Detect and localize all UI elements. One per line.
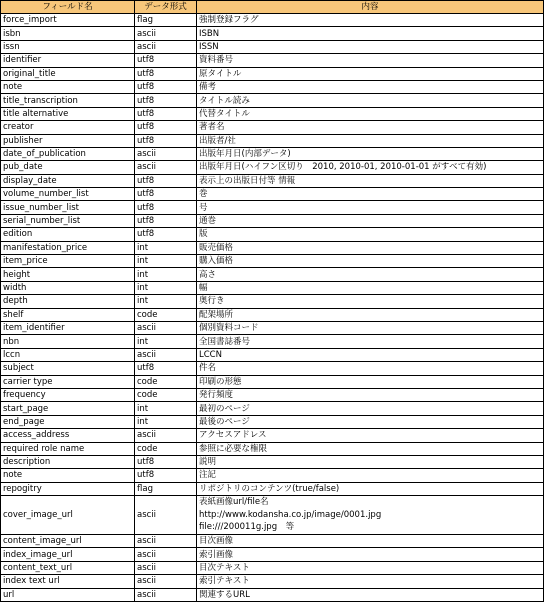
- field-name-cell: item_identifier: [1, 321, 135, 334]
- content-cell: 発行頻度: [197, 388, 544, 401]
- data-type-cell: utf8: [135, 469, 197, 482]
- header-row: [1, 1, 544, 14]
- table-row: [1, 147, 544, 160]
- field-name-cell: content_image_url: [1, 535, 135, 548]
- table-row: [1, 482, 544, 495]
- field-name-cell: title alternative: [1, 107, 135, 120]
- content-cell: 注記: [197, 469, 544, 482]
- table-row: [1, 40, 544, 53]
- content-cell: 個別資料コード: [197, 321, 544, 334]
- table-row: [1, 561, 544, 574]
- field-name-cell: original_title: [1, 67, 135, 80]
- table-row: [1, 442, 544, 455]
- content-cell: 強制登録フラグ: [197, 14, 544, 27]
- data-type-cell: int: [135, 295, 197, 308]
- content-line: 表紙画像url/file名: [199, 497, 269, 508]
- content-cell: [197, 496, 544, 535]
- content-cell: タイトル読み: [197, 94, 544, 107]
- data-type-cell: code: [135, 375, 197, 388]
- content-cell: 目次画像: [197, 535, 544, 548]
- content-cell: 件名: [197, 362, 544, 375]
- field-name-cell: issue_number_list: [1, 201, 135, 214]
- field-name-cell: creator: [1, 121, 135, 134]
- table-row: [1, 188, 544, 201]
- field-name-cell: volume_number_list: [1, 188, 135, 201]
- field-name-cell: start_page: [1, 402, 135, 415]
- data-type-cell: ascii: [135, 575, 197, 588]
- data-type-cell: utf8: [135, 134, 197, 147]
- table-body: [1, 14, 544, 602]
- content-cell: 販売価格: [197, 241, 544, 254]
- field-name-cell: description: [1, 455, 135, 468]
- data-type-cell: utf8: [135, 54, 197, 67]
- content-cell: 関連するURL: [197, 588, 544, 601]
- field-name-cell: shelf: [1, 308, 135, 321]
- field-name-cell: subject: [1, 362, 135, 375]
- table-row: [1, 241, 544, 254]
- content-cell: 号: [197, 201, 544, 214]
- data-type-cell: utf8: [135, 80, 197, 93]
- field-name-cell: date_of_publication: [1, 147, 135, 160]
- data-type-cell: code: [135, 308, 197, 321]
- table-row: [1, 255, 544, 268]
- data-type-cell: int: [135, 415, 197, 428]
- table-row: [1, 54, 544, 67]
- data-type-cell: flag: [135, 482, 197, 495]
- content-cell: 目次テキスト: [197, 561, 544, 574]
- content-cell: 備考: [197, 80, 544, 93]
- table-row: [1, 67, 544, 80]
- data-type-cell: int: [135, 255, 197, 268]
- content-cell: 出版年月日(内部データ): [197, 147, 544, 160]
- data-type-cell: ascii: [135, 40, 197, 53]
- data-type-cell: utf8: [135, 67, 197, 80]
- content-cell: 巻: [197, 188, 544, 201]
- field-name-cell: end_page: [1, 415, 135, 428]
- content-cell: 索引テキスト: [197, 575, 544, 588]
- field-name-cell: width: [1, 281, 135, 294]
- table-row: [1, 548, 544, 561]
- table-row: [1, 375, 544, 388]
- data-type-cell: ascii: [135, 548, 197, 561]
- table-row: [1, 94, 544, 107]
- field-name-cell: force_import: [1, 14, 135, 27]
- table-row: [1, 588, 544, 601]
- table-row: [1, 415, 544, 428]
- table-row: [1, 134, 544, 147]
- data-type-cell: ascii: [135, 27, 197, 40]
- field-name-cell: cover_image_url: [1, 496, 135, 535]
- content-cell: 全国書誌番号: [197, 335, 544, 348]
- data-type-cell: code: [135, 388, 197, 401]
- content-cell: 奥行き: [197, 295, 544, 308]
- field-name-cell: index_image_url: [1, 548, 135, 561]
- table-row: [1, 281, 544, 294]
- data-type-cell: utf8: [135, 174, 197, 187]
- table-row: [1, 121, 544, 134]
- field-name-cell: content_text_url: [1, 561, 135, 574]
- data-type-cell: ascii: [135, 161, 197, 174]
- field-name-cell: note: [1, 469, 135, 482]
- table-row: [1, 107, 544, 120]
- content-cell: 著者名: [197, 121, 544, 134]
- table-row: [1, 335, 544, 348]
- table-row: [1, 496, 544, 535]
- data-type-cell: ascii: [135, 429, 197, 442]
- field-name-cell: item_price: [1, 255, 135, 268]
- data-type-cell: int: [135, 402, 197, 415]
- table-row: [1, 214, 544, 227]
- data-type-cell: flag: [135, 14, 197, 27]
- field-name-cell: note: [1, 80, 135, 93]
- data-type-cell: ascii: [135, 588, 197, 601]
- table-row: [1, 455, 544, 468]
- data-type-cell: int: [135, 335, 197, 348]
- content-cell: 出版年月日(ハイフン区切り 2010, 2010-01, 2010-01-01 がすべて有効): [197, 161, 544, 174]
- data-type-cell: ascii: [135, 561, 197, 574]
- table-row: [1, 575, 544, 588]
- table-row: [1, 201, 544, 214]
- table-row: [1, 388, 544, 401]
- field-name-cell: pub_date: [1, 161, 135, 174]
- data-type-cell: utf8: [135, 201, 197, 214]
- field-name-cell: issn: [1, 40, 135, 53]
- content-cell: 配架場所: [197, 308, 544, 321]
- data-type-cell: int: [135, 281, 197, 294]
- field-name-cell: index text url: [1, 575, 135, 588]
- content-cell: 高さ: [197, 268, 544, 281]
- data-type-cell: utf8: [135, 214, 197, 227]
- table-row: [1, 268, 544, 281]
- table-row: [1, 348, 544, 361]
- content-cell: 原タイトル: [197, 67, 544, 80]
- field-name-cell: access_address: [1, 429, 135, 442]
- content-line: file:///200011g.jpg 等: [199, 522, 295, 533]
- field-name-cell: depth: [1, 295, 135, 308]
- data-type-cell: ascii: [135, 348, 197, 361]
- content-cell: 資料番号: [197, 54, 544, 67]
- field-name-cell: required role name: [1, 442, 135, 455]
- content-cell: 代替タイトル: [197, 107, 544, 120]
- field-name-cell: frequency: [1, 388, 135, 401]
- data-type-cell: utf8: [135, 121, 197, 134]
- field-name-cell: publisher: [1, 134, 135, 147]
- content-cell: 購入価格: [197, 255, 544, 268]
- field-name-cell: height: [1, 268, 135, 281]
- data-type-cell: utf8: [135, 188, 197, 201]
- content-cell: 最初のページ: [197, 402, 544, 415]
- content-cell: 説明: [197, 455, 544, 468]
- data-type-cell: ascii: [135, 147, 197, 160]
- content-cell: 表示上の出版日付等 情報: [197, 174, 544, 187]
- field-name-cell: display_date: [1, 174, 135, 187]
- table-row: [1, 402, 544, 415]
- content-cell: 出版者/社: [197, 134, 544, 147]
- field-name-cell: carrier type: [1, 375, 135, 388]
- field-name-cell: nbn: [1, 335, 135, 348]
- data-type-cell: code: [135, 442, 197, 455]
- content-cell: ISBN: [197, 27, 544, 40]
- content-cell: 参照に必要な権限: [197, 442, 544, 455]
- data-type-cell: int: [135, 241, 197, 254]
- data-type-cell: int: [135, 268, 197, 281]
- field-name-cell: edition: [1, 228, 135, 241]
- content-cell: 最後のページ: [197, 415, 544, 428]
- data-type-cell: ascii: [135, 321, 197, 334]
- content-cell: リポジトリのコンテンツ(true/false): [197, 482, 544, 495]
- content-cell: 索引画像: [197, 548, 544, 561]
- table-row: [1, 429, 544, 442]
- table-row: [1, 27, 544, 40]
- field-name-cell: url: [1, 588, 135, 601]
- table-row: [1, 14, 544, 27]
- table-row: [1, 228, 544, 241]
- data-type-cell: utf8: [135, 228, 197, 241]
- data-type-cell: ascii: [135, 535, 197, 548]
- table-row: [1, 161, 544, 174]
- data-type-cell: utf8: [135, 94, 197, 107]
- field-name-cell: repogitry: [1, 482, 135, 495]
- data-type-cell: utf8: [135, 362, 197, 375]
- data-type-cell: utf8: [135, 455, 197, 468]
- table-row: [1, 295, 544, 308]
- table-row: [1, 362, 544, 375]
- content-cell: 版: [197, 228, 544, 241]
- field-name-cell: lccn: [1, 348, 135, 361]
- table-row: [1, 469, 544, 482]
- data-type-cell: ascii: [135, 496, 197, 535]
- header-field-name: フィールド名: [1, 1, 135, 14]
- header-data-type: データ形式: [135, 1, 197, 14]
- field-name-cell: identifier: [1, 54, 135, 67]
- content-cell: ISSN: [197, 40, 544, 53]
- content-cell: 印刷の形態: [197, 375, 544, 388]
- content-line: http://www.kodansha.co.jp/image/0001.jpg: [199, 509, 382, 520]
- content-cell: アクセスアドレス: [197, 429, 544, 442]
- table-row: [1, 535, 544, 548]
- field-name-cell: isbn: [1, 27, 135, 40]
- table-row: [1, 308, 544, 321]
- content-cell: 通巻: [197, 214, 544, 227]
- data-type-cell: utf8: [135, 107, 197, 120]
- content-cell: LCCN: [197, 348, 544, 361]
- table-row: [1, 80, 544, 93]
- table-row: [1, 321, 544, 334]
- field-name-cell: serial_number_list: [1, 214, 135, 227]
- field-name-cell: title_transcription: [1, 94, 135, 107]
- content-cell: 幅: [197, 281, 544, 294]
- header-content: 内容: [197, 1, 544, 14]
- field-name-cell: manifestation_price: [1, 241, 135, 254]
- table-row: [1, 174, 544, 187]
